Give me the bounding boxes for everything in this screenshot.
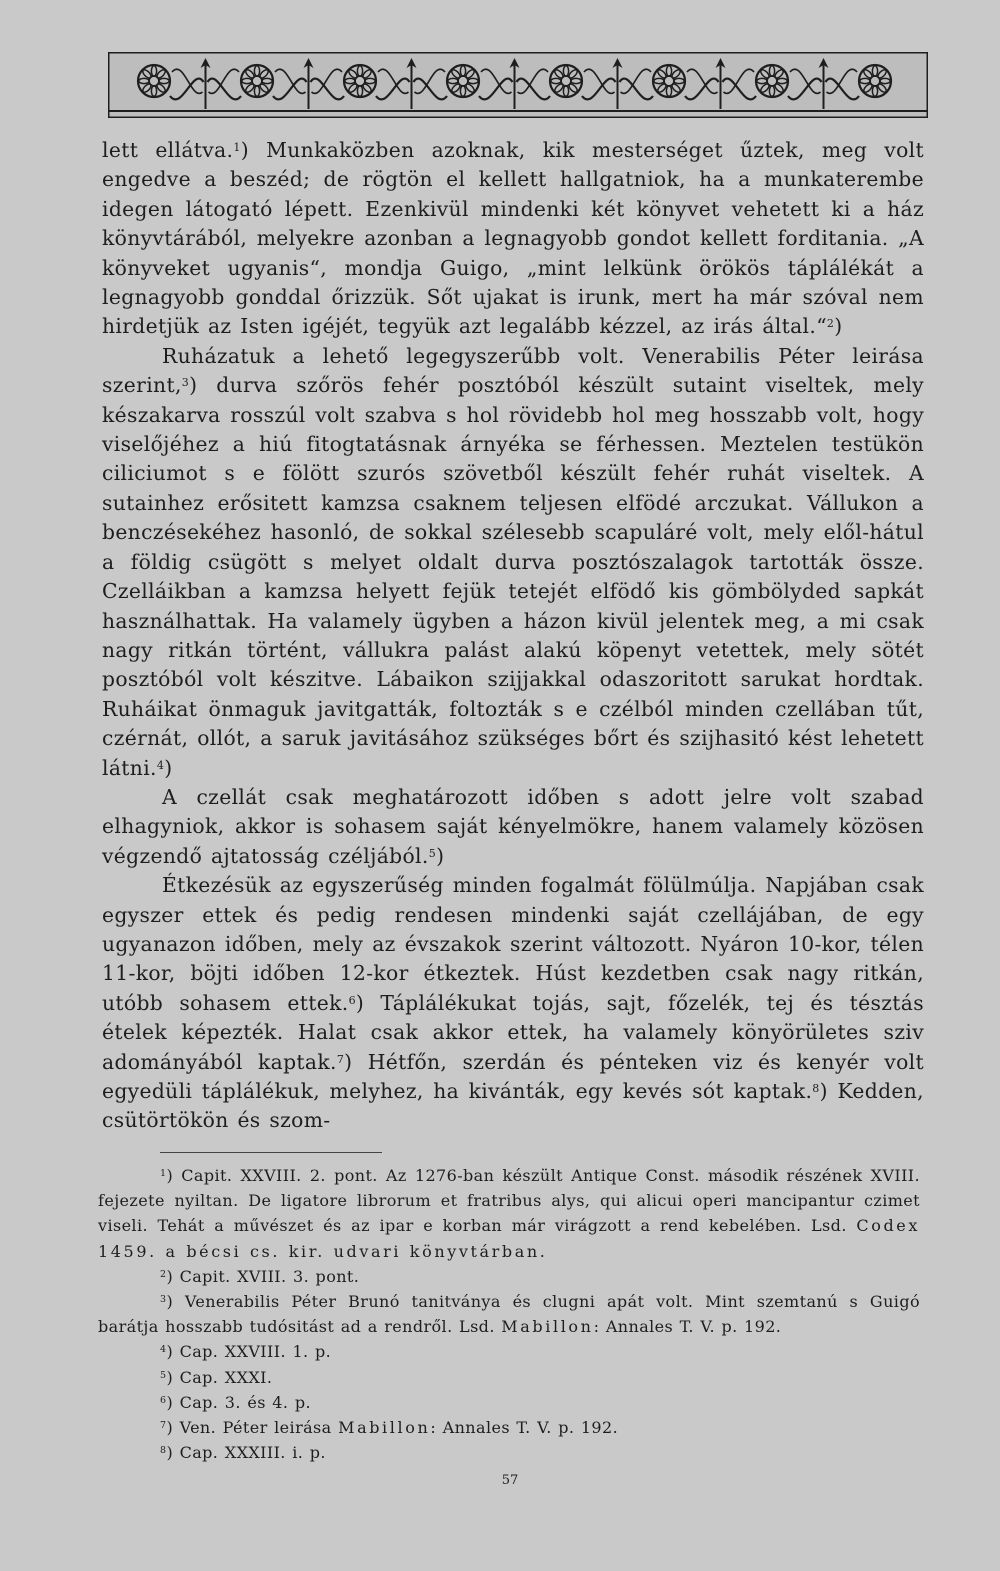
main-text [102,136,924,1136]
paragraph-1: lett ellátva.$^1$) Munkaközben azoknak, kik mesterséget űztek, meg volt engedve a beszéd; de rögtön el kellett hallgatniok, ha a munkaterembe idegen látogató lépett. Ezenkivül mindenki két könyvet vehetett ki a ház könyvtárából, melyekre azonban a legnagyobb gondot kellett forditania. „A könyveket ugyanis“, mondja Guigo, „mint lelkünk örökös táplálékát a legnagyobb gonddal őrizzük. Sőt ujakat is irunk, mert ha már szóval nem hirdetjük az Isten igéjét, tegyük azt legalább kézzel, az irás által.“$^2$) [102,138,925,339]
footnotes [98,1163,920,1465]
footnote-ref: 5 [428,846,437,860]
footnote-7: $^7$) Ven. Péter leirása Mabillon: Annales T. V. p. 192. [160,1418,619,1438]
paragraph-2: Ruházatuk a lehető legegyszerűbb volt. Venerabilis Péter leirása szerint,$^3$) durva szőrös fehér posztóból készült sutaint viseltek, mely készakarva rosszúl volt szabva s hol rövidebb hol meg hosszabb volt, hogy viselőjéhez a hiú fitogtatásnak árnyéka se férhessen. Meztelen testükön ciliciumot s e fölött szurós szövetből készült fehér ruhát viseltek. A sutainhez erősitett kamzsa csaknem teljesen elfödé arczukat. Vállukon a benczésekéhez hasonló, de sokkal szélesebb scapuláré volt, mely elől-hátul a földig csügött s melyet oldalt durva posztószalagok tartották össze. Czelláikban a kamzsa helyett fejük tetejét elfödő kis gömbölyded sapkát használhattak. Ha valamely ügyben a házon kivül jelentek meg, a mi csak nagy ritkán történt, vállukra palást alakú köpenyt vetettek, mely sötét posztóból volt készitve. Lábaikon szijjakkal odaszoritott sarukat hordtak. Ruháikat önmaguk javitgatták, foltozták s e czélból minden czellában tűt, czérnát, ollót, a saruk javitásához szükséges bőrt és szijhasitó kést lehetett látni.$^4$) [102,343,924,780]
footnote-ref: 2 [826,317,835,331]
ornamental-header-banner [108,52,928,118]
paragraph-3: A czellát csak meghatározott időben s adott jelre volt szabad elhagyniok, akkor is sohasem saját kényelmökre, hanem valamely közösen végzendő ajtatosság czéljából.$^5$) [102,784,924,868]
footnote-ref: 3 [181,376,190,390]
footnote-1: $^1$) Capit. XXVIII. 2. pont. Az 1276-ban készült Antique Const. második részének XVIII. fejezete nyiltan. De ligatore librorum et fratribus alys, qui alicui operi mancipantur czimet viseli. Tehát a művészet és az ipar e korban már virágzott a rend kebelében. Lsd. Codex 1459. a bécsi cs. kir. udvari könyvtárban. [98,1166,920,1261]
footnote-2: $^2$) Capit. XVIII. 3. pont. [160,1266,360,1286]
footnote-ref: 7 [336,1052,345,1066]
page-number: 57 [501,1473,519,1488]
footnote-ref: 8 [812,1082,820,1095]
footnote-4: $^4$) Cap. XXVIII. 1. p. [160,1342,332,1362]
footnote-ref: 1 [233,141,241,154]
footnote-8: $^8$) Cap. XXXIII. i. p. [160,1443,326,1463]
footnote-5: $^5$) Cap. XXXI. [160,1367,273,1387]
footnote-ref: 4 [156,758,165,772]
footnote-divider [160,1152,382,1153]
paragraph-4: Étkezésük az egyszerűség minden fogalmát fölülmúlja. Napjában csak egyszer ettek és pedig rendesen mindenki saját czellájában, de egy ugyanazon időben, mely az évszakok szerint változott. Nyáron 10-kor, télen 11-kor, böjti időben 12-kor étkeztek. Húst kezdetben csak nagy ritkán, utóbb sohasem ettek.$^6$) Táplálékukat tojás, sajt, főzelék, tej és tésztás ételek képezték. Halat csak akkor ettek, ha valamely könyörületes sziv adományából kaptak.$^7$) Hétfőn, szerdán és pénteken viz és kenyér volt egyedüli táplálékuk, melyhez, ha kivánták, egy kevés sót kaptak.$^8$) Kedden, csütörtökön és szom- [102,873,924,1133]
footnote-6: $^6$) Cap. 3. és 4. p. [160,1392,311,1412]
footnote-ref: 6 [348,993,356,1007]
footnote-3: $^3$) Venerabilis Péter Brunó tanitványa és clugni apát volt. Mint szemtanú s Guigó barátja hosszabb tudósitást ad a rendről. Lsd. Mabillon: Annales T. V. p. 192. [98,1292,920,1337]
